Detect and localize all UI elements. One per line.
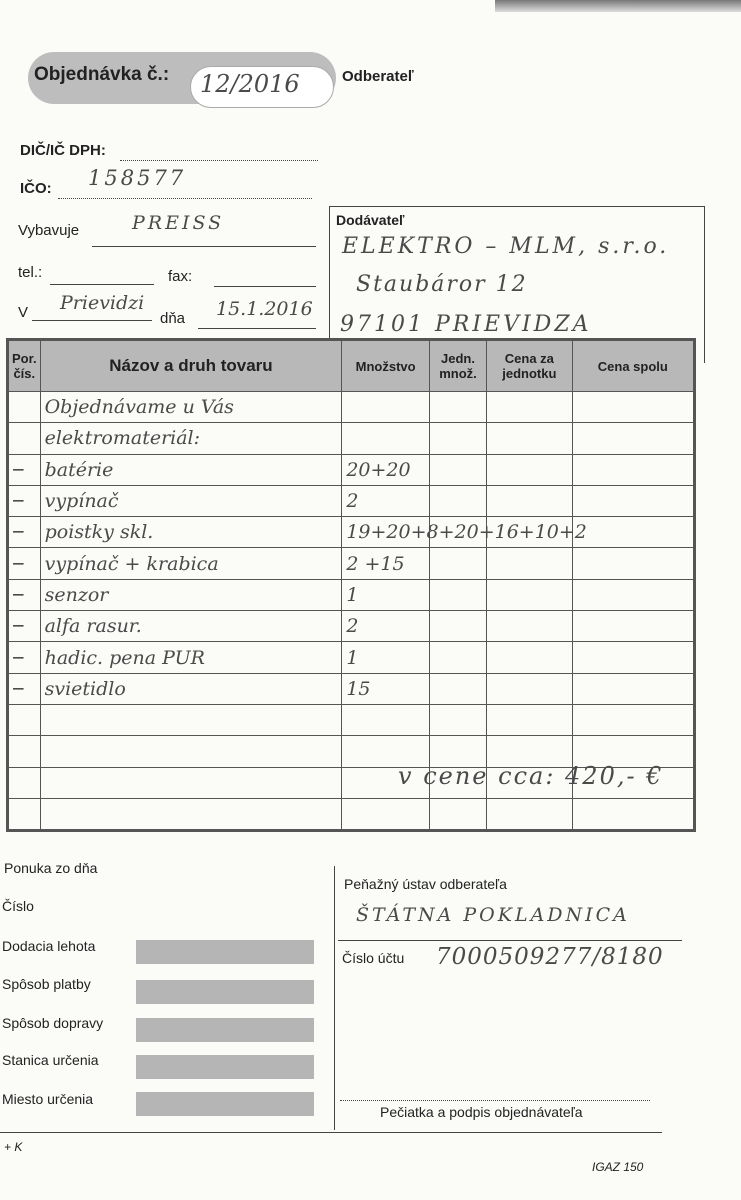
total-price-cell[interactable] xyxy=(572,392,694,423)
table-row xyxy=(8,517,695,548)
item-name-cell[interactable]: poistky skl. xyxy=(40,517,342,548)
quantity-cell[interactable]: 2 xyxy=(342,485,430,516)
dic-field[interactable] xyxy=(120,146,318,161)
total-price-cell[interactable] xyxy=(572,548,694,579)
quantity-cell[interactable] xyxy=(342,798,430,830)
fax-field[interactable] xyxy=(214,272,316,287)
date-value: 15.1.2016 xyxy=(216,298,313,320)
quantity-cell[interactable]: 2 +15 xyxy=(342,548,430,579)
footer-divider xyxy=(334,866,335,1130)
quantity-cell[interactable]: 1 xyxy=(342,579,430,610)
unit-price-cell[interactable] xyxy=(487,548,573,579)
unit-price-cell[interactable] xyxy=(487,611,573,642)
col-header-unit: Jedn. množ. xyxy=(429,340,486,392)
unit-cell[interactable] xyxy=(429,485,486,516)
unit-price-cell[interactable] xyxy=(487,579,573,610)
unit-cell[interactable] xyxy=(429,579,486,610)
order-label: Objednávka č.: xyxy=(34,64,170,85)
row-number-cell[interactable] xyxy=(8,423,41,454)
row-number-cell[interactable] xyxy=(8,798,41,830)
unit-price-cell[interactable] xyxy=(487,704,573,735)
unit-cell[interactable] xyxy=(429,642,486,673)
item-name-cell[interactable]: batérie xyxy=(40,454,342,485)
item-name-cell[interactable]: senzor xyxy=(40,579,342,610)
table-row xyxy=(8,485,695,516)
supplier-label: Dodávateľ xyxy=(336,212,405,228)
unit-cell[interactable] xyxy=(429,548,486,579)
tel-field[interactable] xyxy=(50,270,154,285)
quantity-cell[interactable]: 15 xyxy=(342,673,430,704)
delivery-term-label: Dodacia lehota xyxy=(2,938,96,954)
total-price-cell[interactable] xyxy=(572,798,694,830)
row-number-cell[interactable]: – xyxy=(8,611,41,642)
row-number-cell[interactable] xyxy=(8,767,41,798)
quantity-cell[interactable]: 19+20+8+20+16+10+2 xyxy=(342,517,430,548)
col-header-number: Por. čís. xyxy=(8,340,41,392)
bank-label: Peňažný ústav odberateľa xyxy=(344,876,507,892)
item-name-cell[interactable]: vypínač xyxy=(40,485,342,516)
items-table xyxy=(6,338,696,832)
offer-number-label: Číslo xyxy=(2,898,34,914)
unit-price-cell[interactable] xyxy=(487,798,573,830)
unit-cell[interactable] xyxy=(429,704,486,735)
supplier-line-3: 97101 PRIEVIDZA xyxy=(340,312,592,337)
unit-price-cell[interactable] xyxy=(487,454,573,485)
quantity-cell[interactable] xyxy=(342,423,430,454)
signature-field[interactable] xyxy=(340,1090,650,1101)
account-label: Číslo účtu xyxy=(342,950,405,966)
bank-field[interactable] xyxy=(338,930,682,941)
item-name-cell[interactable] xyxy=(40,767,342,798)
table-row xyxy=(8,423,695,454)
offer-date-label: Ponuka zo dňa xyxy=(4,860,98,876)
row-number-cell[interactable] xyxy=(8,704,41,735)
row-number-cell[interactable]: – xyxy=(8,485,41,516)
unit-cell[interactable] xyxy=(429,673,486,704)
quantity-cell[interactable] xyxy=(342,704,430,735)
fax-label: fax: xyxy=(168,268,193,285)
table-row xyxy=(8,798,695,830)
unit-cell[interactable] xyxy=(429,454,486,485)
table-row xyxy=(8,579,695,610)
transport-method-label: Spôsob dopravy xyxy=(2,1015,104,1031)
destination-station-label: Stanica určenia xyxy=(2,1052,99,1068)
total-price-cell[interactable] xyxy=(572,423,694,454)
quantity-cell[interactable] xyxy=(342,392,430,423)
destination-place-field[interactable] xyxy=(136,1092,314,1116)
item-name-cell[interactable] xyxy=(40,798,342,830)
destination-place-label: Miesto určenia xyxy=(2,1091,94,1107)
row-number-cell[interactable] xyxy=(8,392,41,423)
account-value: 7000509277/8180 xyxy=(436,944,664,970)
table-row xyxy=(8,704,695,735)
table-row xyxy=(8,673,695,704)
row-number-cell[interactable]: – xyxy=(8,517,41,548)
bank-value: ŠTÁTNA POKLADNICA xyxy=(356,904,630,926)
total-price-cell[interactable] xyxy=(572,673,694,704)
total-price-cell[interactable] xyxy=(572,642,694,673)
table-row xyxy=(8,548,695,579)
quantity-cell[interactable]: 2 xyxy=(342,611,430,642)
date-label: dňa xyxy=(160,310,186,327)
place-label: V xyxy=(18,304,29,321)
handled-by-field[interactable] xyxy=(92,232,316,247)
supplier-line-1: ELEKTRO – MLM, s.r.o. xyxy=(342,234,670,259)
corner-mark: + K xyxy=(4,1140,23,1154)
signature-label: Pečiatka a podpis objednávateľa xyxy=(380,1104,583,1120)
order-number-value: 12/2016 xyxy=(200,70,300,98)
quantity-cell[interactable]: 1 xyxy=(342,642,430,673)
unit-price-cell[interactable] xyxy=(487,392,573,423)
row-number-cell[interactable]: – xyxy=(8,548,41,579)
unit-cell[interactable] xyxy=(429,423,486,454)
item-name-cell[interactable]: alfa rasur. xyxy=(40,611,342,642)
table-row xyxy=(8,454,695,485)
unit-price-cell[interactable] xyxy=(487,642,573,673)
item-name-cell[interactable]: vypínač + krabica xyxy=(40,548,342,579)
buyer-label: Odberateľ xyxy=(342,68,414,85)
payment-method-field[interactable] xyxy=(136,980,314,1004)
supplier-line-2: Staubáror 12 xyxy=(356,272,528,297)
total-price-cell[interactable] xyxy=(572,611,694,642)
unit-price-cell[interactable] xyxy=(487,423,573,454)
total-price-cell[interactable] xyxy=(572,454,694,485)
unit-price-cell[interactable] xyxy=(487,673,573,704)
unit-cell[interactable] xyxy=(429,392,486,423)
item-name-cell[interactable] xyxy=(40,704,342,735)
row-number-cell[interactable]: – xyxy=(8,454,41,485)
table-row xyxy=(8,642,695,673)
ico-label: IČO: xyxy=(20,180,52,197)
destination-station-field[interactable] xyxy=(136,1055,314,1079)
table-row xyxy=(8,611,695,642)
unit-cell[interactable] xyxy=(429,611,486,642)
form-code: IGAZ 150 xyxy=(592,1160,644,1174)
unit-cell[interactable] xyxy=(429,798,486,830)
total-price-cell[interactable] xyxy=(572,579,694,610)
row-number-cell[interactable] xyxy=(8,736,41,767)
col-header-total-price: Cena spolu xyxy=(572,340,694,392)
quantity-cell[interactable]: 20+20 xyxy=(342,454,430,485)
table-row xyxy=(8,392,695,423)
table-header-row xyxy=(8,340,695,392)
col-header-unit-price: Cena za jednotku xyxy=(487,340,573,392)
col-header-quantity: Množstvo xyxy=(342,340,430,392)
payment-method-label: Spôsob platby xyxy=(2,976,91,992)
total-price-cell[interactable] xyxy=(572,704,694,735)
place-value: Prievidzi xyxy=(60,292,145,314)
handled-by-label: Vybavuje xyxy=(18,222,80,239)
item-name-cell[interactable]: Objednávame u Vás xyxy=(40,392,342,423)
delivery-term-field[interactable] xyxy=(136,940,314,964)
row-number-cell[interactable]: – xyxy=(8,673,41,704)
total-note: v cene cca: 420,- € xyxy=(398,762,664,790)
transport-method-field[interactable] xyxy=(136,1018,314,1042)
handled-by-value: PREISS xyxy=(132,212,225,234)
row-number-cell[interactable]: – xyxy=(8,579,41,610)
item-name-cell[interactable]: hadic. pena PUR xyxy=(40,642,342,673)
dic-label: DIČ/IČ DPH: xyxy=(20,142,106,159)
item-name-cell[interactable]: elektromateriál: xyxy=(40,423,342,454)
unit-price-cell[interactable] xyxy=(487,485,573,516)
col-header-name: Názov a druh tovaru xyxy=(40,340,342,392)
item-name-cell[interactable]: svietidlo xyxy=(40,673,342,704)
total-price-cell[interactable] xyxy=(572,485,694,516)
scan-edge-shadow xyxy=(495,0,741,12)
total-price-cell[interactable] xyxy=(572,517,694,548)
tel-label: tel.: xyxy=(18,264,43,281)
bottom-rule xyxy=(0,1122,662,1133)
ico-value: 158577 xyxy=(88,166,187,190)
item-name-cell[interactable] xyxy=(40,736,342,767)
row-number-cell[interactable]: – xyxy=(8,642,41,673)
